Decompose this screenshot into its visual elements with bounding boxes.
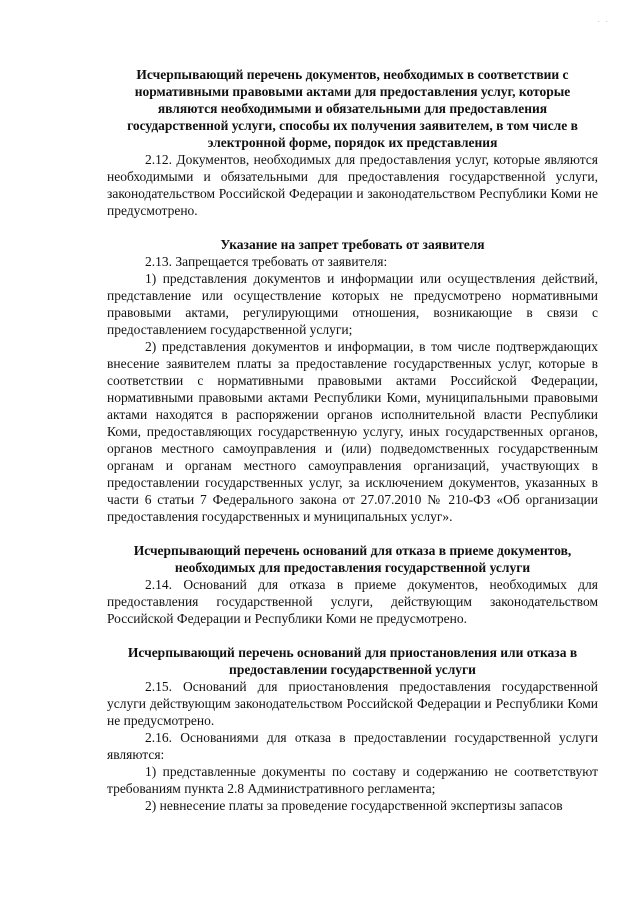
section-prohibition [107,236,598,525]
section-heading: Исчерпывающий перечень оснований для приостановления или отказа в предоставлении государственной услуги [127,645,578,677]
paragraph: 2.16. Основаниями для отказа в предоставлении государственной услуги являются: [107,730,598,762]
paragraph: 2) представления документов и информации, в том числе подтверждающих внесение заявителем платы за предоставление государственных услуг, которые в соответствии с нормативными правовыми актами Российской Федерации, нормативными правовыми актами Республики Коми, муниципальными правовыми актами находятся в распоряжении органов исполнительной власти Республики Коми, предоставляющих государственную услугу, иных государственных органов, органов местного самоуправления и (или) подведомственных государственным органам и органам местного самоуправления организаций, участвующих в предоставлении государственных услуг, за исключением документов, указанных в части 6 статьи 7 Федерального закона от 27.07.2010 № 210-ФЗ «Об организации предоставления государственных и муниципальных услуг». [107,339,598,524]
section-suspension-refusal [107,644,598,814]
section-heading: Указание на запрет требовать от заявителя [220,237,485,252]
paragraph: 1) представления документов и информации или осуществления действий, представление или осуществление которых не предусмотрено нормативными правовыми актами, регулирующими отношения, возникающие в связи с предоставлением государственной услуги; [107,271,598,337]
paragraph: 2.14. Оснований для отказа в приеме документов, необходимых для предоставления государственной услуги, действующим законодательством Российской Федерации и Республики Коми не предусмотрено. [107,577,598,626]
corner-mark: · · [597,18,610,26]
paragraph: 2) невнесение платы за проведение государственной экспертизы запасов [145,798,563,813]
paragraph: 2.12. Документов, необходимых для предоставления услуг, которые являются необходимыми и обязательными для предоставления государственной услуги, законодательством Российской Федерации и законодательством Республики Коми не предусмотрено. [107,152,598,218]
paragraph: 1) представленные документы по составу и содержанию не соответствуют требованиям пункта 2.8 Административного регламента; [107,764,598,796]
section-heading: Исчерпывающий перечень оснований для отказа в приеме документов, необходимых для предоставления государственной услуги [133,543,572,575]
section-documents-list [107,66,598,219]
section-heading: Исчерпывающий перечень документов, необходимых в соответствии с нормативными правовыми актами для предоставления услуг, которые являются необходимыми и обязательными для предоставления государственной услуги, способы их получения заявителем, в том числе в электронной форме, порядок их представления [127,67,578,150]
paragraph: 2.15. Оснований для приостановления предоставления государственной услуги действующим законодательством Российской Федерации и Республики Коми не предусмотрено. [107,679,598,728]
paragraph: 2.13. Запрещается требовать от заявителя: [145,254,388,269]
section-refusal-acceptance [107,542,598,627]
